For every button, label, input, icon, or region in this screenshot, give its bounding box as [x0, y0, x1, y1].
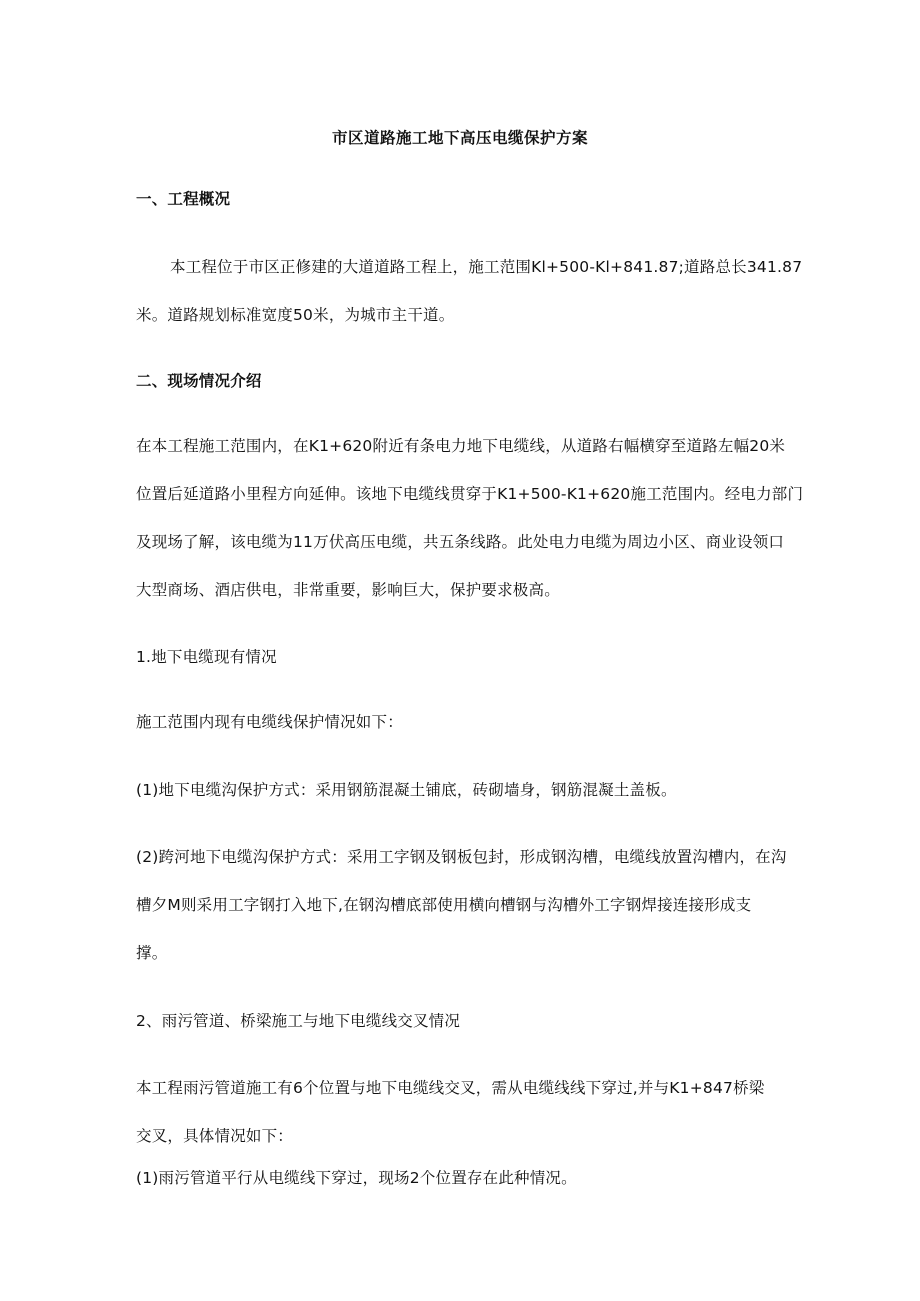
section-1-paragraph-line-2: 米。道路规划标准宽度50米，为城市主干道。 [136, 306, 455, 324]
section-2-intro-line-4: 大型商场、酒店供电，非常重要，影响巨大，保护要求极高。 [136, 581, 560, 599]
section-1-paragraph-line-1: 本工程位于市区正修建的大道道路工程上，施工范围Kl+500-Kl+841.87;道路总长341.87 [170, 258, 803, 276]
subsection-2-heading: 2、雨污管道、桥梁施工与地下电缆线交叉情况 [136, 1012, 461, 1030]
section-2-intro-line-1: 在本工程施工范围内，在K1+620附近有条电力地下电缆线，从道路右幅横穿至道路左幅20米 [136, 437, 786, 455]
subsection-1-item-2-line-2: 槽夕M则采用工字钢打入地下,在钢沟槽底部使用横向槽钢与沟槽外工字钢焊接连接形成支 [136, 896, 752, 914]
subsection-1-item-2-line-1: (2)跨河地下电缆沟保护方式：采用工字钢及钢板包封，形成钢沟槽，电缆线放置沟槽内，在沟 [136, 848, 787, 866]
section-1-heading: 一、工程概况 [136, 190, 231, 208]
section-2-heading: 二、现场情况介绍 [136, 372, 262, 390]
subsection-1-heading: 1.地下电缆现有情况 [136, 648, 277, 666]
subsection-2-item-1: (1)雨污管道平行从电缆线下穿过，现场2个位置存在此种情况。 [136, 1169, 577, 1187]
section-2-intro-line-2: 位置后延道路小里程方向延伸。该地下电缆线贯穿于K1+500-K1+620施工范围内。经电力部门 [136, 485, 804, 503]
subsection-1-item-1: (1)地下电缆沟保护方式：采用钢筋混凝土铺底，砖砌墙身，钢筋混凝土盖板。 [136, 781, 677, 799]
subsection-1-item-2-line-3: 撑。 [136, 944, 168, 962]
subsection-1-intro: 施工范围内现有电缆线保护情况如下： [136, 713, 403, 731]
document-title: 市区道路施工地下高压电缆保护方案 [331, 129, 588, 147]
section-2-intro-line-3: 及现场了解，该电缆为11万伏高压电缆，共五条线路。此处电力电缆为周边小区、商业设领口 [136, 533, 785, 551]
subsection-2-intro-line-1: 本工程雨污管道施工有6个位置与地下电缆线交叉，需从电缆线线下穿过,并与K1+847桥梁 [136, 1079, 765, 1097]
subsection-2-intro-line-2: 交叉，具体情况如下： [136, 1127, 294, 1145]
